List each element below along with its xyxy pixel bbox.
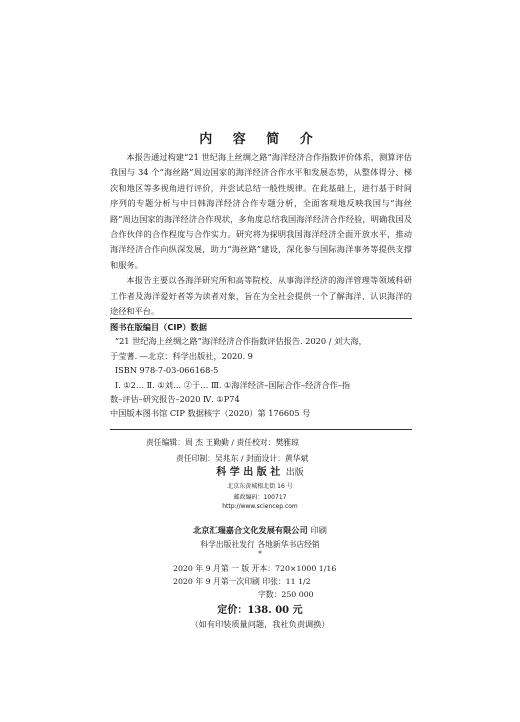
cip-line: Ⅰ. ①2… Ⅱ. ①刘… ②于… Ⅲ. ①海洋经济–国际合作–经济合作–指 xyxy=(114,379,351,390)
printing-line: 2020 年 9 月第一次印刷 印张：11 1/2 xyxy=(173,577,311,586)
publisher-website: http://www.sciencep.com xyxy=(222,503,298,510)
divider-bottom xyxy=(110,429,412,430)
summary-block xyxy=(110,150,412,319)
publisher-line xyxy=(0,463,520,478)
publisher-suffix: 出版 xyxy=(285,468,304,478)
printer-line xyxy=(0,525,520,536)
notice-line: （如有印装质量问题，我社负责调换） xyxy=(190,619,330,629)
printer-name: 北京汇瑞嘉合文化发展有限公司 xyxy=(193,525,308,535)
wordcount-line: 字数：250 000 xyxy=(258,590,314,599)
price-line: 定价：138. 00 元 xyxy=(217,605,303,616)
cip-line: “21 世纪海上丝绸之路”海洋经济合作指数评估报告. 2020 / 刘大海， xyxy=(114,336,367,347)
printing-credits: 责任印制：吴兆东 / 封面设计：黄华斌 xyxy=(176,454,309,463)
divider-top xyxy=(110,318,412,319)
section-title: 内 容 简 介 xyxy=(199,132,321,147)
cip-line: 中国版本图书馆 CIP 数据核字（2020）第 176605 号 xyxy=(110,408,311,419)
cip-block xyxy=(110,320,412,421)
edition-line: 2020 年 9 月第 一 版 开本：720×1000 1/16 xyxy=(173,564,337,573)
printer-suffix: 印刷 xyxy=(310,525,327,535)
summary-paragraph: 本报告主要以各海洋研究所和高等院校、从事海洋经济的海洋管理等领域科研工作者及海洋爱好者等为读者对象，旨在为全社会提供一个了解海洋、认识海洋的途径和平台。 xyxy=(110,275,412,317)
publisher-address: 北京东黄城根北街 16 号 xyxy=(227,483,293,490)
summary-paragraph: 本报告通过构建“21 世纪海上丝绸之路”海洋经济合作指数评价体系，测算评估我国与 34 个“海丝路”周边国家的海洋经济合作水平和发展态势，从整体得分、梯次和地区等多视角进行评价，并尝试总结一般性规律。在此基础上，进行基于时间序列的专题分析与中日韩海洋经济合作专题分析，全面客观地反映我国与“海丝路”周边国家的海洋经济合作现状，多角度总结我国海洋经济合作经验，明确我国及合作伙伴的合作程度与合作实力。研究将为探明我国海洋经济全面开放水平，推动海洋经济合作向纵深发展，助力“海丝路”建设，深化参与国际海洋事务等提供支撑和服务。 xyxy=(110,152,412,270)
cip-line: ISBN 978-7-03-066168-5 xyxy=(114,365,219,376)
publisher-name: 科 学 出 版 社 xyxy=(216,467,281,478)
distribution-line: 科学出版社发行 各地新华书店经销 xyxy=(200,540,320,549)
editor-credits: 责任编辑：周 杰 王勤勤 / 责任校对：樊雅琼 xyxy=(146,438,299,447)
cip-line: 数–评估–研究报告–2020 Ⅳ. ①P74 xyxy=(110,394,240,405)
cip-heading: 图书在版编目（CIP）数据 xyxy=(110,322,207,332)
publisher-postcode: 邮政编码：100717 xyxy=(233,494,287,501)
cip-line: 于莹蓍. —北京：科学出版社，2020. 9 xyxy=(110,350,253,361)
asterisk-mark: * xyxy=(258,550,262,558)
